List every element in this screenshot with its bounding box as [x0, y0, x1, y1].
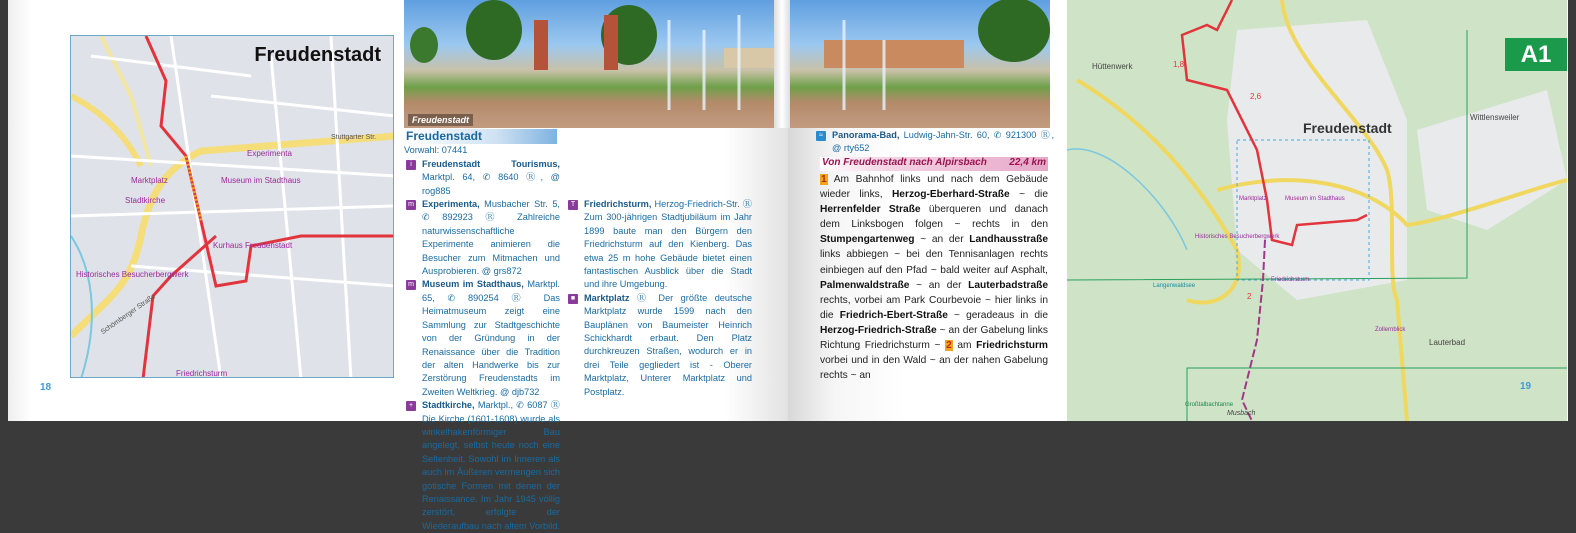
map-label: Friedrichsturm: [1271, 277, 1310, 283]
map-label: Friedrichsturm: [176, 369, 228, 378]
map-label: Marktplatz: [1239, 196, 1267, 202]
entry-experimenta: m Experimenta, Musbacher Str. 5, ✆ 892923 Ⓡ Zahlreiche naturwissenschaftliche Experimente animieren die Besucher zum Mitmachen und Ausprobieren. @ grs872: [404, 198, 560, 278]
map-label: Historisches Besucherbergwerk: [1195, 234, 1280, 240]
city-map-roads: [71, 36, 394, 378]
map-label: 2,6: [1250, 92, 1262, 101]
map-label: Hüttenwerk: [1092, 62, 1133, 71]
photo-scene: [404, 0, 1050, 128]
route-description: 1 Am Bahnhof links und nach dem Gebäude wieder links, Herzog-Eberhard-Straße ~ die Herrenfelder Straße überqueren und danach dem Linksbogen folgen ~ rechts in den Stumpengartenweg ~ an der Landhausstraße links abbiegen ~ bei den Tennisanlagen rechts einbiegen auf den Pfad ~ bald weiter auf Asphalt, Palmenwaldstraße ~ an der Lauterbadstraße rechts, vorbei am Park Courbevoie ~ hier links in die Friedrich-Ebert-Straße ~ geradeaus in die Herzog-Friedrich-Straße ~ an der Gabelung links Richtung Friedrichsturm ~ 2 am Friedrichsturm vorbei und in den Wald ~ an der nahen Gabelung rechts ~ an: [820, 174, 1048, 382]
map-label: Museum im Stadthaus: [221, 176, 301, 185]
map-label: Wittlensweiler: [1470, 113, 1520, 122]
tower-icon: T: [568, 200, 578, 210]
panorama-entry: ≈ Panorama-Bad, Ludwig-Jahn-Str. 60, ✆ 921300 Ⓡ, @ rty652: [814, 129, 1054, 156]
pool-icon: ≈: [816, 131, 826, 141]
page-number-left: 18: [40, 382, 52, 393]
map-title: Freudenstadt: [254, 44, 381, 66]
map-label: Marktplatz: [131, 176, 168, 185]
map-label: Museum im Stadthaus: [1285, 196, 1345, 202]
route-map-graphics: [1067, 0, 1567, 421]
section-title: Freudenstadt: [404, 129, 557, 144]
phone-prefix: Vorwahl: 07441: [404, 145, 468, 156]
map-label: Langenwaldsee: [1153, 283, 1196, 289]
book-spine: [774, 0, 790, 128]
church-icon: +: [406, 401, 416, 411]
map-label: Freudenstadt: [1303, 120, 1392, 136]
route-title: Von Freudenstadt nach Alpirsbach: [822, 157, 987, 168]
city-map: [70, 35, 394, 378]
photo-caption: Freudenstadt: [408, 114, 473, 126]
panorama-photo: [404, 0, 1050, 128]
map-label: Stuttgarter Str.: [331, 134, 377, 141]
entry-stadtkirche: + Stadtkirche, Marktpl., ✆ 6087 Ⓡ Die Kirche (1601-1608) wurde als winkelhakenförmiger Bau angelegt, selbst heute noch eine Seltenheit. Sowohl im Inneren als auch im Äußeren vermengen sich gotische Formen mit denen der Renaissance. Im Jahr 1945 völlig zerstört, erfolgte der Wiederaufbau nach altem Vorbild.: [404, 399, 560, 533]
map-label: Lauterbad: [1429, 338, 1466, 347]
text-column-2: [566, 198, 752, 399]
page-number-right: 19: [1520, 381, 1532, 392]
route-map: [1067, 0, 1567, 421]
map-section-badge: A1: [1505, 38, 1567, 71]
museum-icon: m: [406, 280, 416, 290]
entry-friedrichsturm: T Friedrichsturm, Herzog-Friedrich-Str. Ⓡ Zum 300-jährigen Stadtjubiläum im Jahr 1899 baute man den Bürgern den Friedrichsturm auf den Kienberg. Das etwa 25 m hohe Gebäude bietet einen fantastischen Ausblick über die Stadt und ihre Umgebung.: [566, 198, 752, 292]
map-label: Kurhaus Freudenstadt: [213, 241, 293, 250]
map-label: Zollernblick: [1375, 327, 1406, 333]
route-distance: 22,4 km: [1009, 157, 1046, 168]
route-header: [820, 157, 1048, 171]
museum-icon: m: [406, 200, 416, 210]
info-icon: i: [406, 160, 416, 170]
map-label: Experimenta: [247, 149, 292, 158]
map-label: Schömberger Straße: [99, 292, 158, 337]
map-label: 2: [1247, 292, 1252, 301]
map-label: Historisches Besucherbergwerk: [76, 270, 189, 279]
text-column-1: [404, 129, 560, 533]
entry-museum: m Museum im Stadthaus, Marktpl. 65, ✆ 890254 Ⓡ Das Heimatmuseum zeigt eine Sammlung zur Stadtgeschichte von der Gründung in der Renaissance über die Tradition der alten Handwerke bis zur Zerstörung Freudenstadts im Zweiten Weltkrieg. @ djb732: [404, 278, 560, 399]
map-label: 1,8: [1173, 60, 1185, 69]
square-icon: ■: [568, 294, 578, 304]
entry-tourismus: i Freudenstadt Tourismus, Marktpl. 64, ✆ 8640 Ⓡ, @ rog885: [404, 158, 560, 198]
map-label: Musbach: [1227, 410, 1256, 417]
map-label: Großtalbachtanne: [1185, 402, 1234, 408]
entry-marktplatz: ■ Marktplatz Ⓡ Der größte deutsche Marktplatz wurde 1599 nach den Bauplänen von Baumeister Heinrich Schickhardt erbaut. Den Platz durchkreuzen Straßen, wodurch er in drei Teile gegliedert ist - Oberer Marktplatz, Unterer Marktplatz und Postplatz.: [566, 292, 752, 399]
map-label: Stadtkirche: [125, 196, 166, 205]
